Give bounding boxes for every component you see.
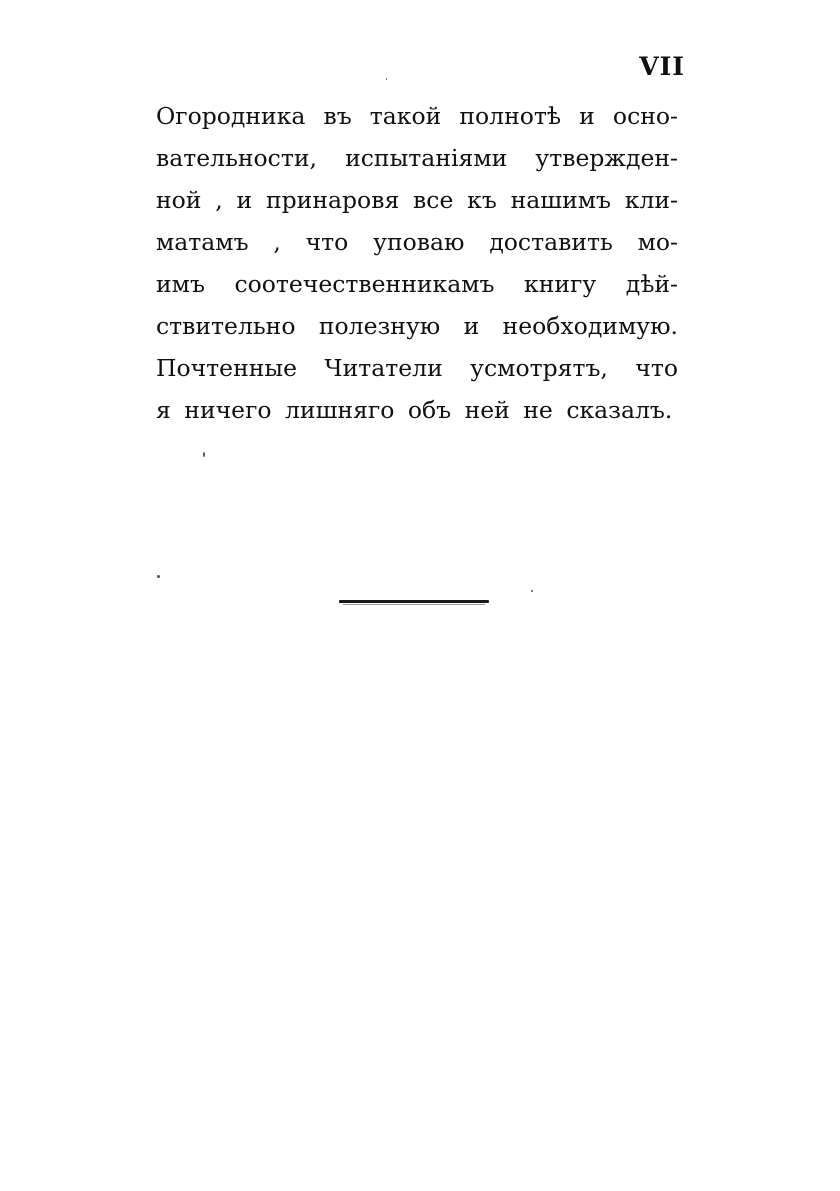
body-paragraph	[156, 95, 678, 431]
text-line: матамъ , что уповаю доставить мо-	[156, 228, 678, 256]
ornamental-rule	[339, 600, 489, 603]
text-line: ствительно полезную и необходимую.	[156, 312, 678, 340]
ink-speck	[386, 78, 387, 80]
text-line: имъ соотечественникамъ книгу дѣй-	[156, 270, 678, 298]
page-number: VII	[639, 52, 685, 81]
text-line: я ничего лишняго объ ней не сказалъ.	[156, 396, 673, 424]
text-line: ной , и принаровя все къ нашимъ кли-	[156, 186, 678, 214]
ink-speck	[531, 590, 533, 592]
text-line: Огородника въ такой полнотѣ и осно-	[156, 102, 678, 130]
text-line: Почтенные Читатели усмотрятъ, что	[156, 354, 678, 382]
ink-speck	[203, 452, 205, 457]
text-line: вательности, испытаніями утвержден-	[156, 144, 678, 172]
ink-speck	[157, 575, 160, 578]
